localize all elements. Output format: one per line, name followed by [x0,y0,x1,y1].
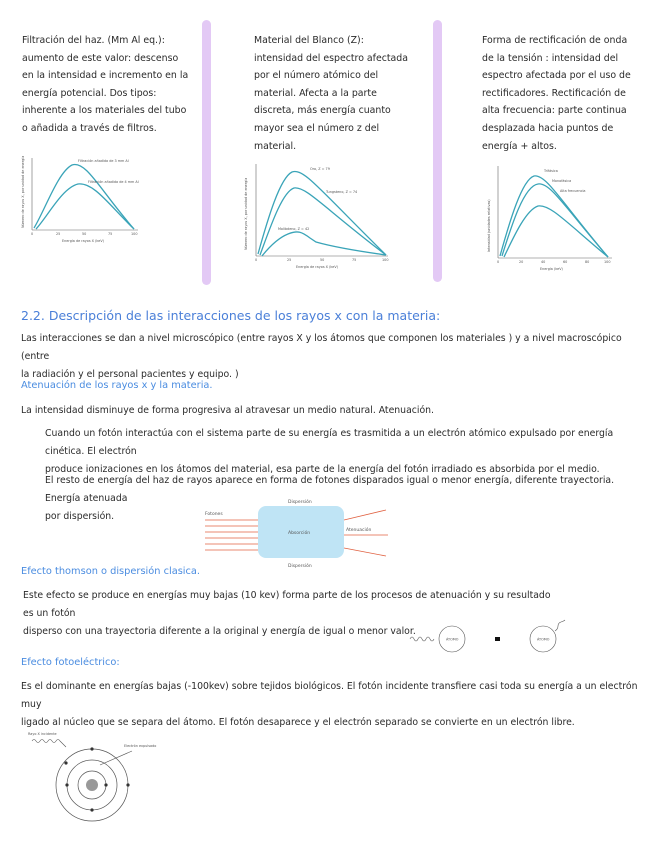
attenuation-paragraph: La intensidad disminuye de forma progresiva al atravesar un medio natural. Atenuación. [21,405,434,416]
tick-label: 25 [287,258,292,262]
series-label: Trifásica [544,169,558,173]
text-line: en la intensidad e incremento en la [22,70,189,82]
series-line [260,188,386,255]
diagram-label: Dispersión [288,564,312,569]
text-line: discreta, más energía cuanto [254,105,391,117]
tick-label: 80 [585,260,590,264]
series-label: Monofásica [552,179,572,183]
text-line: inherente a los materiales del tubo [22,105,187,117]
filtration-text [22,32,192,138]
series-line [258,172,386,255]
text-line: material. Afecta a la parte [254,87,377,99]
series-line [500,176,608,257]
incident-wave [410,637,434,641]
diagram-label: Electrón expulsado [124,744,157,748]
series-line [262,232,386,256]
text-line: Este efecto se produce en energías muy bajas (10 kev) forma parte de los procesos de atenuación y su resultado es un fotón [23,590,551,619]
thomson-heading: Efecto thomson o dispersión clasica. [21,566,201,577]
text-line: por dispersión. [45,511,115,522]
thomson-diagram [405,617,585,657]
diagram-label: Atenuación [346,528,372,533]
text-line: desplazada hacia puntos de [482,122,614,134]
diagram-label: Fotones [205,512,223,517]
tick-label: 20 [519,260,524,264]
series-label: Oro, Z = 79 [310,167,330,171]
y-axis-label: Número de rayos X, por unidad de energía [21,155,25,228]
tick-label: 50 [320,258,325,262]
target-material-text [254,32,424,155]
attenuated-arrows [344,510,388,556]
text-line: por el número atómico del [254,70,379,82]
text-line: Material del Blanco (Z): [254,35,364,46]
text-line: espectro afectada por el uso de [482,70,631,82]
text-line: la radiación y el personal pacientes y equipo. ) [21,369,239,380]
photoelectric-paragraph [21,678,641,732]
series-line [36,184,134,229]
rectification-chart [484,160,616,272]
text-line: intensidad del espectro afectada [254,52,409,64]
text-line: mayor sea el número z del [254,122,380,134]
series-label: Alta frecuencia [560,189,586,193]
text-line: Las interacciones se dan a nivel microscópico (entre rayos X y los átomos que componen los materiales ) y a nivel macroscópico (entre [21,333,622,362]
column-divider [433,20,442,282]
scattered-wave [555,620,565,631]
text-line: El resto de energía del haz de rayos aparece en forma de fotones disparados igual o menor energía, diferente trayectoria. Energía atenuada [45,475,615,504]
tick-label: 50 [82,232,87,236]
series-line [502,184,608,257]
tick-label: 0 [497,260,500,264]
diagram-label: Rayo X incidente [28,732,57,736]
filtration-chart [20,150,145,250]
attenuation-detail [45,425,645,479]
text-line: produce ionizaciones en los átomos del material, esa parte de la energía del fotón irradiado es absorbida por el medio. [45,464,600,475]
tick-label: 0 [255,258,258,262]
rectification-text [482,32,652,155]
text-line: ligado al núcleo que se separa del átomo. El fotón desaparece y el electrón separado se convierte en un electrón libre. [21,717,575,728]
atom-label: ÁTOMO [537,637,550,642]
nucleus-icon [86,779,98,791]
photoelectric-heading: Efecto fotoeléctrico: [21,657,120,668]
series-label: Filtración añadida de 4 mm Al [88,180,139,184]
series-line [34,164,134,229]
photoelectric-diagram [22,727,182,827]
tick-label: 100 [131,232,138,236]
text-line: energía + altos. [482,140,557,152]
diagram-label: Absorción [288,531,311,536]
target-material-chart [240,158,400,273]
text-line: alta frecuencia: parte continua [482,105,627,117]
text-line: aumento de este valor: descenso [22,52,179,64]
tick-label: 100 [382,258,389,262]
series-label: Filtración añadida de 3 mm Al [78,159,129,163]
column-divider [202,20,211,285]
text-line: rectificadores. Rectificación de [482,87,626,99]
x-axis-label: Energía (keV) [540,267,563,271]
tick-label: 40 [541,260,546,264]
text-line: o añadida a través de filtros. [22,122,157,134]
text-line: de la tensión : intensidad del [482,52,619,64]
diagram-label: Dispersión [288,500,312,505]
y-axis-label: Intensidad (unidades relativas) [487,199,491,252]
tick-label: 0 [31,232,34,236]
incident-wave [32,740,66,748]
y-axis-label: Número de rayos X, por unidad de energía [244,177,248,250]
text-line: Filtración del haz. (Mm Al eq.): [22,35,165,46]
series-line [504,206,608,257]
tick-label: 75 [108,232,113,236]
tick-label: 60 [563,260,568,264]
text-line: Forma de rectificación de onda [482,35,628,46]
electrons [64,747,129,811]
text-line: disperso con una trayectoria diferente a la original y energía de igual o menor valor. [23,626,416,637]
text-line: energía potencial. Dos tipos: [22,87,157,99]
photon-arrows [205,520,258,550]
attenuation-diagram [200,496,400,572]
text-line: material. [254,140,297,152]
x-axis-label: Energía de rayos X (keV) [62,239,104,243]
tick-label: 25 [56,232,61,236]
atom-label: ÁTOMO [446,637,459,642]
tick-label: 75 [352,258,357,262]
section-intro [21,330,641,384]
tick-label: 100 [604,260,611,264]
arrow-icon [495,637,500,641]
text-line: Cuando un fotón interactúa con el sistema parte de su energía es trasmitida a un electrón atómico expulsado por energía cinética. El electrón [45,428,614,457]
text-line: Es el dominante en energías bajas (-100kev) sobre tejidos biológicos. El fotón incidente transfiere casi toda su energía a un electrón muy [21,681,638,710]
series-label: Tungsteno, Z = 74 [326,190,358,194]
attenuation-heading: Atenuación de los rayos x y la materia. [21,380,213,391]
series-label: Molibdeno, Z = 42 [278,227,310,231]
x-axis-label: Energía de rayos X (keV) [296,265,338,269]
section-title: 2.2. Descripción de las interacciones de los rayos x con la materia: [21,308,441,323]
